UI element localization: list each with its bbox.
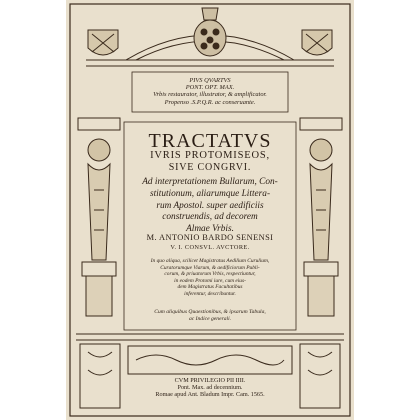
description-line: Almae Vrbis. (186, 224, 234, 235)
index-note (66, 309, 354, 323)
right-coat-of-arms-icon (302, 30, 332, 55)
privilege-duration: Pont. Max. ad decennium. (177, 383, 243, 391)
description-line: Ad interpretationem Bullarum, Con- (142, 177, 278, 187)
book-title: TRACTATVS (148, 130, 272, 152)
summary-line: in eodem Protomi iure, cum eius- (174, 277, 246, 284)
papal-inscription (66, 77, 354, 106)
index-note-line: Cum aliquibus Quaestionibus, & ipsarum Tabula, (154, 309, 266, 315)
author-name: M. ANTONIO BARDO SENENSI (146, 233, 274, 242)
book-subtitle: IVRIS PROTOMISEOS, (150, 150, 270, 161)
summary-line: Curatorumque Viarum, & aedificiorum Publi- (160, 264, 260, 271)
privilege-line: CVM PRIVILEGIO PII IIII. (174, 377, 246, 384)
summary-line: In quo aliqua, scilicet Magistratus Aedilium Curulium, (150, 258, 270, 264)
inscription-line-1: PIVS QVARTVS (189, 77, 231, 84)
left-coat-of-arms-icon (88, 30, 118, 55)
imprint (66, 378, 354, 398)
title-description (66, 177, 354, 236)
summary-line: dem Magistratus Facultatibus (177, 284, 243, 291)
content-summary (66, 258, 354, 298)
summary-line: inferentur, describuntur. (184, 290, 236, 297)
inscription-line-4: Propenso .S.P.Q.R. ac conseruante. (164, 98, 256, 106)
description-line: rum Apostol. super aedificiis (156, 200, 264, 211)
printer-line: Romae apud Ant. Bladum Impr. Cam. 1565. (155, 390, 265, 398)
description-line: stitutionum, aliarumque Littera- (149, 188, 271, 199)
inscription-line-2: PONT. OPT. MAX. (185, 84, 235, 92)
summary-line: corum, & priuatorum Vrbis, respectiuntur, (164, 271, 256, 278)
description-line: construendis, ad decorem (162, 212, 258, 223)
title-page (66, 0, 354, 420)
inscription-line-3: Vrbis restaurator, illustrator, & amplificator. (153, 91, 267, 99)
papal-crest-icon (194, 8, 226, 56)
author-role: V. I. CONSVL. AVCTORE. (170, 244, 250, 251)
index-note-line: ac Indice generali. (188, 316, 232, 322)
book-subtitle-2: SIVE CONGRVI. (168, 162, 252, 173)
